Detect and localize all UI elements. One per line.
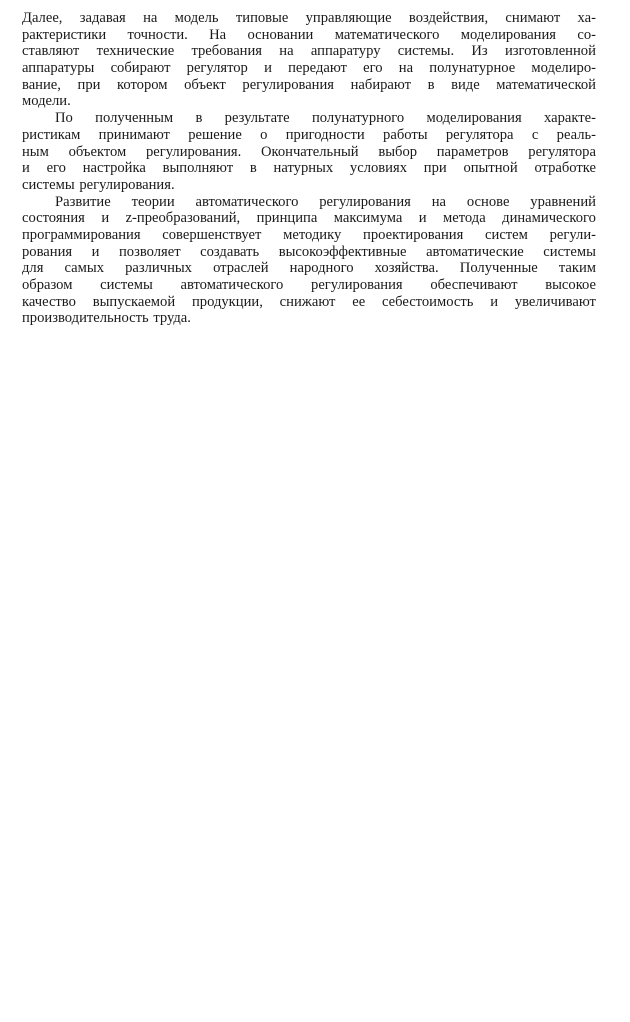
text-line: состояния и z-преобразований, принципа максимума и метода динамического: [22, 210, 596, 227]
text-line: ным объектом регулирования. Окончательный выбор параметров регулятора: [22, 143, 596, 160]
text-line: ставляют технические требования на аппаратуру системы. Из изготовленной: [22, 43, 596, 60]
text-body: [22, 10, 596, 327]
text-line: рования и позволяет создавать высокоэффективные автоматические системы: [22, 243, 596, 260]
text-line: системы регулирования.: [22, 176, 175, 193]
paragraph-p2: [22, 110, 596, 193]
text-line: рактеристики точности. На основании математического моделирования со-: [22, 26, 596, 43]
text-line: для самых различных отраслей народного хозяйства. Полученные таким: [22, 260, 596, 277]
text-line: вание, при котором объект регулирования набирают в виде математической: [22, 76, 596, 93]
text-line: качество выпускаемой продукции, снижают ее себестоимость и увеличивают: [22, 293, 596, 310]
text-line: и его настройка выполняют в натурных условиях при опытной отработке: [22, 160, 596, 177]
text-line: По полученным в результате полунатурного моделирования характе-: [55, 110, 596, 127]
text-line: аппаратуры собирают регулятор и передают его на полунатурное моделиро-: [22, 60, 596, 77]
paragraph-p1: [22, 10, 596, 110]
text-line: модели.: [22, 93, 71, 110]
text-line: ристикам принимают решение о пригодности работы регулятора с реаль-: [22, 126, 596, 143]
text-line: Далее, задавая на модель типовые управляющие воздействия, снимают ха-: [22, 10, 596, 26]
text-line: Развитие теории автоматического регулирования на основе уравнений: [55, 193, 596, 210]
text-line: программирования совершенствует методику проектирования систем регули-: [22, 226, 596, 243]
document-page: [22, 10, 596, 327]
paragraph-p3: [22, 194, 596, 328]
text-line: производительность труда.: [22, 310, 191, 327]
text-line: образом системы автоматического регулирования обеспечивают высокое: [22, 277, 596, 293]
